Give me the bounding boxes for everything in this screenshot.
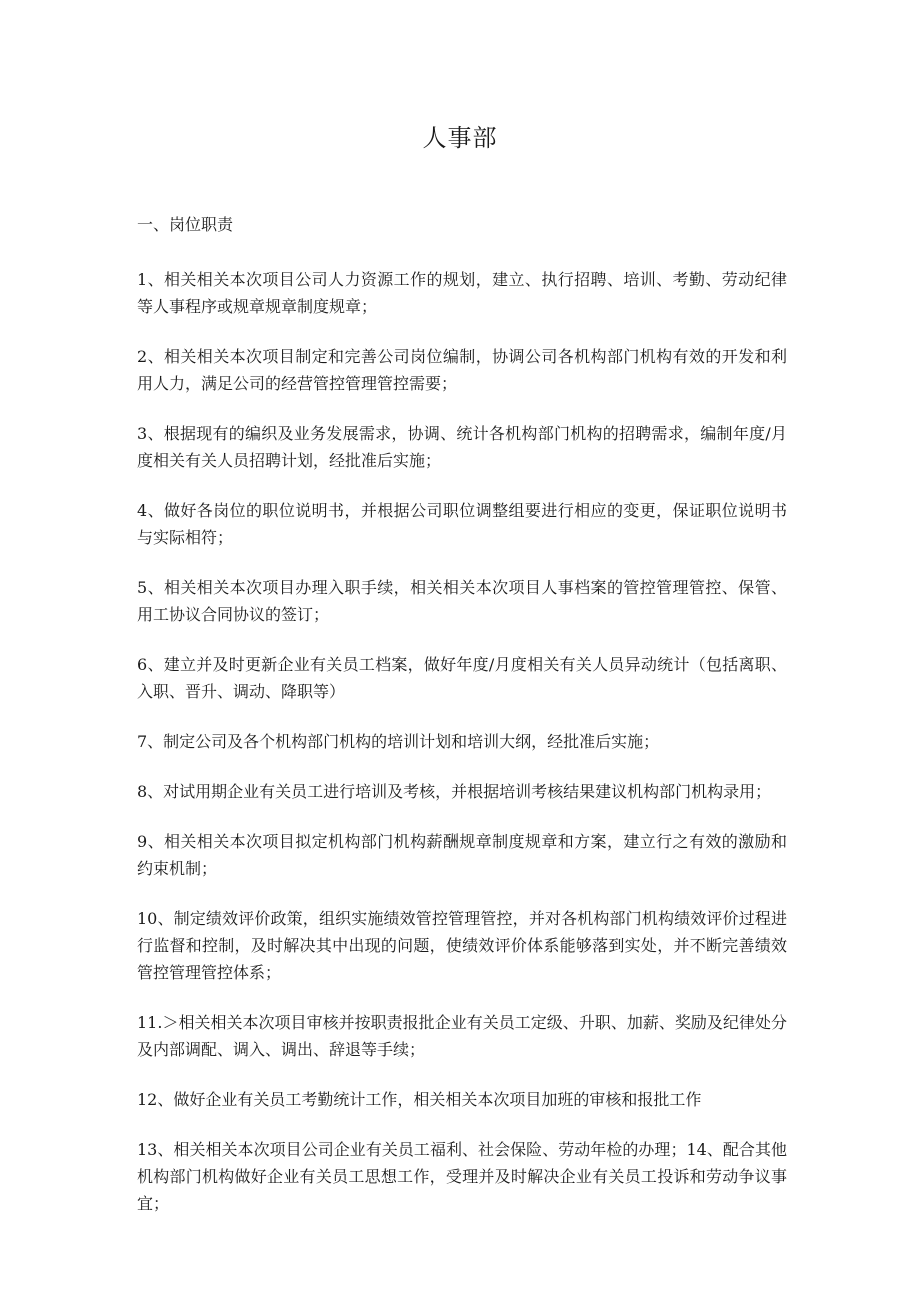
duty-item-12: 12、做好企业有关员工考勤统计工作，相关相关本次项目加班的审核和报批工作 <box>137 1090 702 1109</box>
section-heading: 一、岗位职责 <box>137 215 234 234</box>
duty-item-3: 3、根据现有的编织及业务发展需求，协调、统计各机构部门机构的招聘需求，编制年度/月度相关有关人员招聘计划，经批准后实施； <box>137 424 787 470</box>
duty-item-13: 13、相关相关本次项目公司企业有关员工福利、社会保险、劳动年检的办理；14、配合其他机构部门机构做好企业有关员工思想工作，受理并及时解决企业有关员工投诉和劳动争议事宜； <box>137 1140 787 1213</box>
duty-item-2: 2、相关相关本次项目制定和完善公司岗位编制，协调公司各机构部门机构有效的开发和利用人力，满足公司的经营管控管理管控需要； <box>137 347 787 393</box>
duty-item-8: 8、对试用期企业有关员工进行培训及考核，并根据培训考核结果建议机构部门机构录用； <box>137 782 772 801</box>
duty-item-6: 6、建立并及时更新企业有关员工档案，做好年度/月度相关有关人员异动统计（包括离职、入职、晋升、调动、降职等） <box>137 655 787 701</box>
duty-item-10: 10、制定绩效评价政策，组织实施绩效管控管理管控，并对各机构部门机构绩效评价过程进行监督和控制，及时解决其中出现的问题，使绩效评价体系能够落到实处，并不断完善绩效管控管理管控体系； <box>137 909 787 982</box>
duty-item-4: 4、做好各岗位的职位说明书，并根据公司职位调整组要进行相应的变更，保证职位说明书与实际相符； <box>137 501 787 547</box>
document-body <box>137 212 787 1240</box>
duty-item-7: 7、制定公司及各个机构部门机构的培训计划和培训大纲，经批准后实施； <box>137 732 660 751</box>
page-title: 人事部 <box>422 124 498 152</box>
duty-item-11: 11.＞相关相关本次项目审核并按职责报批企业有关员工定级、升职、加薪、奖励及纪律处分及内部调配、调入、调出、辞退等手续； <box>137 1013 787 1059</box>
duty-item-9: 9、相关相关本次项目拟定机构部门机构薪酬规章制度规章和方案，建立行之有效的激励和约束机制； <box>137 832 787 878</box>
duty-item-1: 1、相关相关本次项目公司人力资源工作的规划，建立、执行招聘、培训、考勤、劳动纪律等人事程序或规章规章制度规章； <box>137 270 787 316</box>
duty-item-5: 5、相关相关本次项目办理入职手续，相关相关本次项目人事档案的管控管理管控、保管、用工协议合同协议的签订； <box>137 578 787 624</box>
